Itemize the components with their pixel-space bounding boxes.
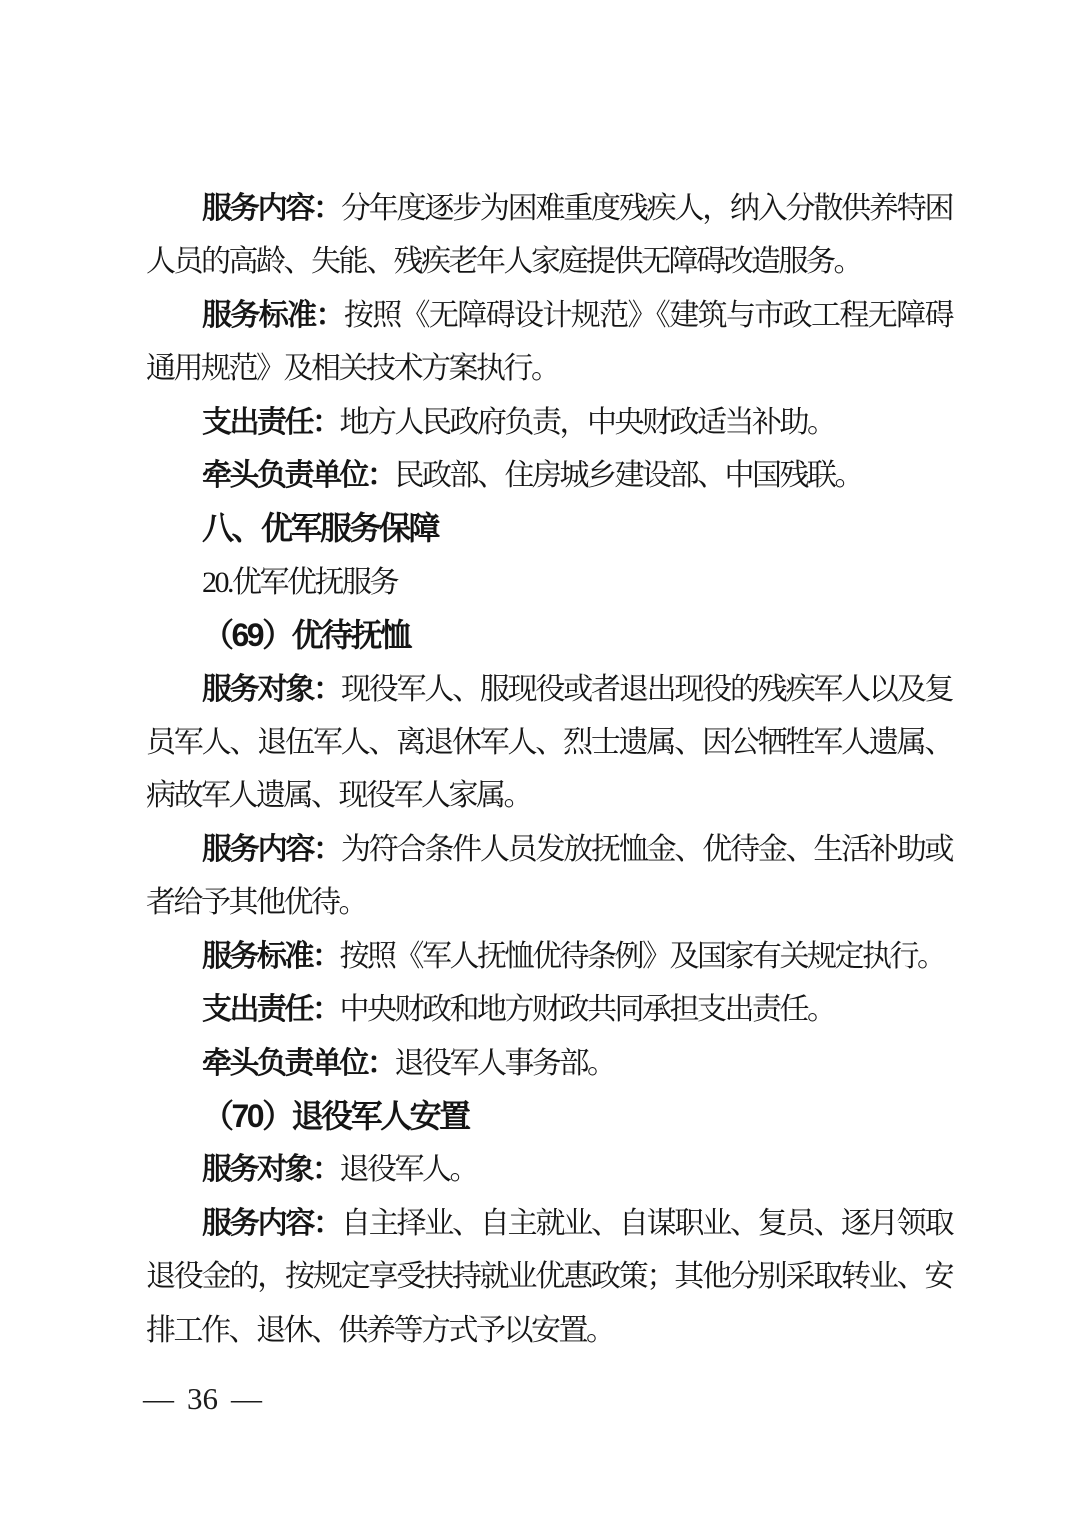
field-text: 现役军人、服现役或者退出现役的残疾军人以及复员军人、退伍军人、离退休军人、烈士遗属、因公牺牲军人遗属、病故军人遗属、现役军人家属。 [146, 672, 953, 813]
field-text: 中央财政和地方财政共同承担支出责任。 [339, 993, 835, 1027]
paragraph-service-target-70 [146, 1143, 952, 1196]
field-label: 牵头负责单位： [202, 459, 395, 493]
field-label: 服务内容： [202, 832, 341, 866]
paragraph-lead-unit-1 [146, 449, 952, 502]
field-label: 支出责任： [202, 405, 340, 439]
field-label: 服务对象： [202, 1153, 340, 1187]
field-text: 地方人民政府负责，中央财政适当补助。 [339, 405, 835, 439]
footer-dash-left: — [143, 1381, 174, 1416]
field-label: 服务内容： [202, 1206, 341, 1240]
paragraph-service-content-70 [146, 1197, 952, 1357]
field-text: 按照《无障碍设计规范》《建筑与市政工程无障碍通用规范》及相关技术方案执行。 [146, 298, 953, 386]
field-label: 服务标准： [202, 298, 344, 332]
field-text: 自主择业、自主就业、自谋职业、复员、逐月领取退役金的，按规定享受扶持就业优惠政策；其他分别采取转业、安排工作、退休、供养等方式予以安置。 [146, 1206, 953, 1347]
field-label: 服务对象： [202, 672, 341, 706]
field-label: 服务内容： [202, 192, 341, 225]
field-label: 支出责任： [202, 993, 340, 1027]
field-text: 分年度逐步为困难重度残疾人，纳入分散供养特困人员的高龄、失能、残疾老年人家庭提供无障碍改造服务。 [146, 192, 953, 279]
numbered-subheading-20: 20.优军优抚服务 [202, 565, 397, 599]
page-number: 36 [187, 1381, 218, 1416]
paragraph-service-content-69 [146, 823, 952, 930]
field-text: 退役军人事务部。 [394, 1046, 615, 1080]
field-label: 服务标准： [202, 939, 340, 973]
field-text: 为符合条件人员发放抚恤金、优待金、生活补助或者给予其他优待。 [146, 832, 953, 920]
paragraph-service-target-69 [146, 663, 952, 823]
entry-heading-69: （69）优待抚恤 [202, 617, 410, 654]
document-body [146, 182, 952, 1357]
paragraph-expenditure-69 [146, 983, 952, 1036]
paragraph-service-standard-1 [146, 289, 952, 396]
entry-heading-70: （70）退役军人安置 [202, 1097, 469, 1134]
paragraph-service-standard-69 [146, 930, 952, 983]
section-heading-8: 八、优军服务保障 [202, 510, 439, 547]
paragraph-lead-unit-69 [146, 1037, 952, 1090]
footer-dash-right: — [231, 1381, 262, 1416]
field-label: 牵头负责单位： [202, 1046, 395, 1080]
field-text: 按照《军人抚恤优待条例》及国家有关规定执行。 [339, 939, 945, 973]
field-text: 民政部、住房城乡建设部、中国残联。 [394, 459, 862, 493]
field-text: 退役军人。 [339, 1153, 477, 1187]
paragraph-service-content-1 [146, 182, 952, 289]
page-footer [143, 1381, 262, 1417]
paragraph-expenditure-1 [146, 396, 952, 449]
